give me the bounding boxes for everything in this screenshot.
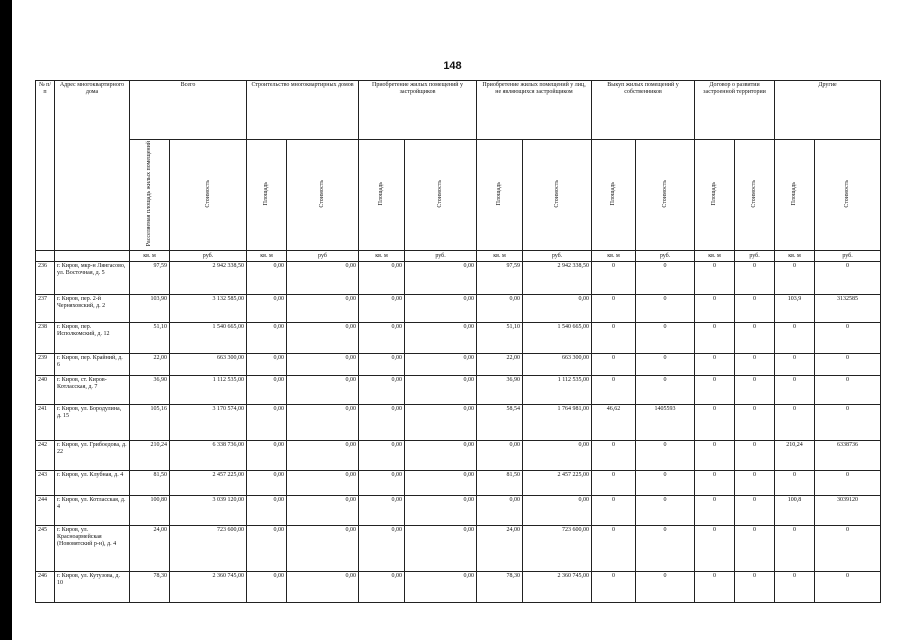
table-row: [36, 471, 881, 496]
cell-cost: 0: [636, 471, 695, 496]
unit-label: руб.: [523, 251, 592, 262]
cell-area: 78,30: [477, 572, 523, 603]
subheader-cell: [287, 140, 359, 251]
cell-area: 46,62: [592, 405, 636, 441]
cell-cost: 0: [815, 262, 881, 295]
row-address: г. Киров, ул. Бородулина, д. 15: [55, 405, 130, 441]
cell-cost: 6 338 736,00: [170, 441, 247, 471]
cell-area: 58,54: [477, 405, 523, 441]
cell-area: 0,00: [359, 405, 405, 441]
cell-cost: 0,00: [405, 572, 477, 603]
cell-area: 0,00: [359, 376, 405, 405]
row-index: 245: [36, 526, 55, 572]
cell-area: 0,00: [247, 496, 287, 526]
cell-area: 0: [775, 526, 815, 572]
cell-area: 24,00: [130, 526, 170, 572]
subheader-cell: [477, 140, 523, 251]
cell-cost: 0: [815, 405, 881, 441]
cell-area: 36,90: [130, 376, 170, 405]
row-address: г. Киров, пер. Исполкомский, д. 12: [55, 323, 130, 354]
cell-cost: 0,00: [287, 295, 359, 323]
table-row: [36, 295, 881, 323]
cell-area: 0: [695, 323, 735, 354]
subheader-cell: [130, 140, 170, 251]
cell-cost: 0: [636, 441, 695, 471]
subheader-cost: Стоимость: [204, 179, 211, 208]
subheader-cell: [735, 140, 775, 251]
cell-cost: 0: [636, 572, 695, 603]
unit-label: руб.: [735, 251, 775, 262]
row-address: г. Киров, ул. Котласская, д. 4: [55, 496, 130, 526]
cell-cost: 0,00: [523, 295, 592, 323]
cell-area: 36,90: [477, 376, 523, 405]
cell-cost: 0,00: [405, 526, 477, 572]
unit-label: руб: [287, 251, 359, 262]
cell-cost: 0,00: [405, 405, 477, 441]
units-row: [36, 251, 881, 262]
table-row: [36, 323, 881, 354]
cell-cost: 1 540 665,00: [523, 323, 592, 354]
cell-area: 0: [695, 405, 735, 441]
subheader-cell: [405, 140, 477, 251]
row-index: 242: [36, 441, 55, 471]
cell-cost: 0,00: [523, 441, 592, 471]
cell-area: 0,00: [247, 376, 287, 405]
cell-area: 0: [775, 323, 815, 354]
cell-cost: 663 300,00: [523, 354, 592, 376]
cell-area: 97,59: [130, 262, 170, 295]
cell-area: 0,00: [359, 526, 405, 572]
header-group-territory-contract: Договор о развитии застроенной территории: [695, 81, 775, 140]
unit-label: руб.: [405, 251, 477, 262]
subheader-cell: [636, 140, 695, 251]
cell-area: 0: [695, 354, 735, 376]
unit-label: кв. м: [775, 251, 815, 262]
subheader-cell: [695, 140, 735, 251]
header-group-purchase-developers: Приобретение жилых помещений у застройщиков: [359, 81, 477, 140]
subheader-cost: Стоимость: [844, 179, 851, 208]
subheader-area: Площадь: [263, 181, 270, 206]
header-group-total: Всего: [130, 81, 247, 140]
row-index: 237: [36, 295, 55, 323]
cell-cost: 0: [815, 354, 881, 376]
unit-label: кв. м: [359, 251, 405, 262]
cell-cost: 3 170 574,00: [170, 405, 247, 441]
cell-cost: 1 764 981,00: [523, 405, 592, 441]
cell-area: 0: [775, 572, 815, 603]
cell-area: 103,9: [775, 295, 815, 323]
cell-cost: 0: [735, 376, 775, 405]
cell-cost: 1 112 535,00: [170, 376, 247, 405]
cell-cost: 3 132 585,00: [170, 295, 247, 323]
cell-area: 0,00: [247, 441, 287, 471]
cell-cost: 0,00: [405, 496, 477, 526]
page-number: 148: [443, 60, 462, 72]
subheader-cost: Стоимость: [553, 179, 560, 208]
unit-label: руб.: [636, 251, 695, 262]
subheader-cell: [247, 140, 287, 251]
cell-area: 0: [592, 323, 636, 354]
cell-cost: 0: [815, 323, 881, 354]
header-row-groups: [36, 81, 881, 140]
cell-area: 22,00: [477, 354, 523, 376]
row-index: 244: [36, 496, 55, 526]
cell-cost: 0: [815, 376, 881, 405]
cell-cost: 0,00: [287, 376, 359, 405]
cell-area: 0: [775, 405, 815, 441]
row-index: 243: [36, 471, 55, 496]
cell-area: 0,00: [359, 572, 405, 603]
cell-cost: 6338736: [815, 441, 881, 471]
cell-cost: 1 540 665,00: [170, 323, 247, 354]
cell-area: 0,00: [247, 526, 287, 572]
cell-area: 0: [592, 572, 636, 603]
cell-cost: 0: [636, 526, 695, 572]
header-group-buyout: Выкуп жилых помещений у собственников: [592, 81, 695, 140]
cell-area: 103,90: [130, 295, 170, 323]
cell-area: 0,00: [247, 572, 287, 603]
cell-area: 0: [695, 526, 735, 572]
row-address: г. Киров, пер. 2-й Черняховский, д. 2: [55, 295, 130, 323]
units-cell-empty: [55, 251, 130, 262]
cell-cost: 0: [636, 262, 695, 295]
cell-cost: 0,00: [287, 526, 359, 572]
cell-area: 51,10: [130, 323, 170, 354]
cell-cost: 2 360 745,00: [523, 572, 592, 603]
subheader-cell: [775, 140, 815, 251]
cell-area: 0: [695, 262, 735, 295]
cell-cost: 0,00: [287, 405, 359, 441]
subheader-cell: [592, 140, 636, 251]
unit-label: кв. м: [477, 251, 523, 262]
subheader-area: Площадь: [496, 181, 503, 206]
units-cell-empty: [36, 251, 55, 262]
cell-area: 24,00: [477, 526, 523, 572]
cell-cost: 0: [735, 526, 775, 572]
cell-cost: 0: [636, 376, 695, 405]
cell-cost: 663 300,00: [170, 354, 247, 376]
cell-cost: 0: [815, 572, 881, 603]
unit-label: кв. м: [592, 251, 636, 262]
cell-area: 0,00: [359, 441, 405, 471]
subheader-cost: Стоимость: [661, 179, 668, 208]
cell-area: 0,00: [359, 323, 405, 354]
cell-area: 0,00: [247, 405, 287, 441]
table-row: [36, 405, 881, 441]
cell-cost: 0,00: [287, 323, 359, 354]
row-index: 238: [36, 323, 55, 354]
header-group-purchase-non-developers: Приобретение жилых помещений у лиц, не являющихся застройщиком: [477, 81, 592, 140]
cell-cost: 0,00: [405, 441, 477, 471]
unit-label: кв. м: [247, 251, 287, 262]
row-address: г. Киров, ул. Грибоедова, д. 22: [55, 441, 130, 471]
unit-label: кв. м: [695, 251, 735, 262]
cell-cost: 0: [735, 295, 775, 323]
row-address: г. Киров, пер. Крайний, д. 6: [55, 354, 130, 376]
resettlement-table: [35, 80, 881, 603]
unit-label: руб.: [815, 251, 881, 262]
table-row: [36, 526, 881, 572]
row-index: 246: [36, 572, 55, 603]
cell-area: 0: [695, 496, 735, 526]
cell-cost: 3039120: [815, 496, 881, 526]
row-index: 241: [36, 405, 55, 441]
cell-area: 0,00: [477, 441, 523, 471]
cell-area: 0,00: [247, 323, 287, 354]
cell-area: 0: [775, 354, 815, 376]
cell-cost: 3132585: [815, 295, 881, 323]
cell-cost: 0,00: [405, 471, 477, 496]
cell-area: 0: [592, 376, 636, 405]
cell-area: 0: [695, 441, 735, 471]
cell-cost: 2 457 225,00: [170, 471, 247, 496]
cell-cost: 0,00: [287, 572, 359, 603]
subheader-area: Площадь: [711, 181, 718, 206]
header-row-subcolumns: [36, 140, 881, 251]
cell-cost: 0: [815, 526, 881, 572]
cell-area: 210,24: [130, 441, 170, 471]
subheader-area: Площадь: [378, 181, 385, 206]
cell-area: 0: [592, 526, 636, 572]
cell-area: 0,00: [477, 295, 523, 323]
cell-cost: 0,00: [405, 295, 477, 323]
table-body: [36, 251, 881, 603]
cell-cost: 0: [636, 295, 695, 323]
cell-area: 81,50: [477, 471, 523, 496]
row-index: 236: [36, 262, 55, 295]
subheader-cost: Стоимость: [437, 179, 444, 208]
cell-area: 0,00: [247, 354, 287, 376]
table-row: [36, 441, 881, 471]
cell-area: 0: [695, 471, 735, 496]
subheader-cost: Стоимость: [319, 179, 326, 208]
cell-area: 97,59: [477, 262, 523, 295]
cell-cost: 2 942 338,50: [170, 262, 247, 295]
cell-cost: 3 039 120,00: [170, 496, 247, 526]
cell-cost: 0: [735, 354, 775, 376]
header-group-construction: Строительство многоквартирных домов: [247, 81, 359, 140]
cell-cost: 0: [636, 323, 695, 354]
cell-area: 210,24: [775, 441, 815, 471]
table-row: [36, 354, 881, 376]
subheader-area: Площадь: [791, 181, 798, 206]
scan-left-edge: [0, 0, 12, 640]
cell-cost: 0: [636, 496, 695, 526]
row-address: г. Киров, ул. Красноармейская (Нововятский р-н), д. 4: [55, 526, 130, 572]
cell-cost: 0: [735, 471, 775, 496]
cell-cost: 0,00: [287, 441, 359, 471]
row-address: г. Киров, мкр-н Лянгасово, ул. Восточная, д. 5: [55, 262, 130, 295]
cell-area: 0,00: [247, 471, 287, 496]
cell-cost: 0,00: [405, 354, 477, 376]
cell-cost: 0,00: [405, 376, 477, 405]
cell-cost: 0: [815, 471, 881, 496]
subheader-area: Площадь: [610, 181, 617, 206]
header-address: Адрес многоквартирного дома: [55, 81, 130, 251]
cell-area: 0,00: [247, 262, 287, 295]
cell-cost: 0,00: [523, 496, 592, 526]
cell-cost: 0,00: [405, 323, 477, 354]
cell-area: 0: [695, 376, 735, 405]
cell-area: 0: [695, 295, 735, 323]
cell-cost: 1 112 535,00: [523, 376, 592, 405]
cell-cost: 0: [735, 496, 775, 526]
cell-area: 0: [592, 262, 636, 295]
cell-area: 0,00: [359, 496, 405, 526]
cell-area: 100,8: [775, 496, 815, 526]
cell-area: 0: [592, 441, 636, 471]
header-index: № п/п: [36, 81, 55, 251]
cell-area: 0,00: [359, 262, 405, 295]
cell-cost: 0: [735, 323, 775, 354]
subheader-cell: [815, 140, 881, 251]
cell-area: 0,00: [247, 295, 287, 323]
cell-area: 0: [775, 376, 815, 405]
table-row: [36, 262, 881, 295]
subheader-cost: Стоимость: [751, 179, 758, 208]
row-address: г. Киров, ул. Кутузова, д. 10: [55, 572, 130, 603]
cell-cost: 2 457 225,00: [523, 471, 592, 496]
table-row: [36, 572, 881, 603]
row-address: г. Киров, ст. Киров-Котласская, д. 7: [55, 376, 130, 405]
cell-cost: 1405593: [636, 405, 695, 441]
subheader-cell: [523, 140, 592, 251]
cell-area: 0: [592, 354, 636, 376]
cell-area: 105,16: [130, 405, 170, 441]
cell-cost: 0,00: [287, 471, 359, 496]
row-address: г. Киров, ул. Клубная, д. 4: [55, 471, 130, 496]
cell-cost: 0,00: [405, 262, 477, 295]
cell-area: 0: [592, 295, 636, 323]
cell-area: 22,00: [130, 354, 170, 376]
header-group-other: Другие: [775, 81, 881, 140]
cell-area: 0,00: [359, 295, 405, 323]
cell-area: 0: [592, 471, 636, 496]
cell-area: 0,00: [477, 496, 523, 526]
cell-area: 100,80: [130, 496, 170, 526]
cell-area: 0: [592, 496, 636, 526]
cell-area: 0: [775, 471, 815, 496]
cell-area: 0: [775, 262, 815, 295]
cell-cost: 0,00: [287, 354, 359, 376]
cell-cost: 723 600,00: [523, 526, 592, 572]
table-row: [36, 496, 881, 526]
cell-cost: 2 360 745,00: [170, 572, 247, 603]
cell-area: 0,00: [359, 471, 405, 496]
cell-area: 0,00: [359, 354, 405, 376]
cell-area: 51,10: [477, 323, 523, 354]
cell-cost: 0: [735, 441, 775, 471]
cell-cost: 0,00: [287, 262, 359, 295]
subheader-cell: [170, 140, 247, 251]
row-index: 240: [36, 376, 55, 405]
subheader-cell: [359, 140, 405, 251]
unit-label: кв. м: [130, 251, 170, 262]
cell-cost: 0: [735, 405, 775, 441]
cell-cost: 0,00: [287, 496, 359, 526]
subheader-resettled-area: Расселяемая площадь жилых помещений: [146, 141, 153, 247]
unit-label: руб.: [170, 251, 247, 262]
cell-area: 81,50: [130, 471, 170, 496]
cell-cost: 0: [636, 354, 695, 376]
cell-cost: 0: [735, 572, 775, 603]
cell-cost: 723 600,00: [170, 526, 247, 572]
row-index: 239: [36, 354, 55, 376]
cell-area: 78,30: [130, 572, 170, 603]
table-row: [36, 376, 881, 405]
cell-cost: 2 942 338,50: [523, 262, 592, 295]
cell-cost: 0: [735, 262, 775, 295]
cell-area: 0: [695, 572, 735, 603]
